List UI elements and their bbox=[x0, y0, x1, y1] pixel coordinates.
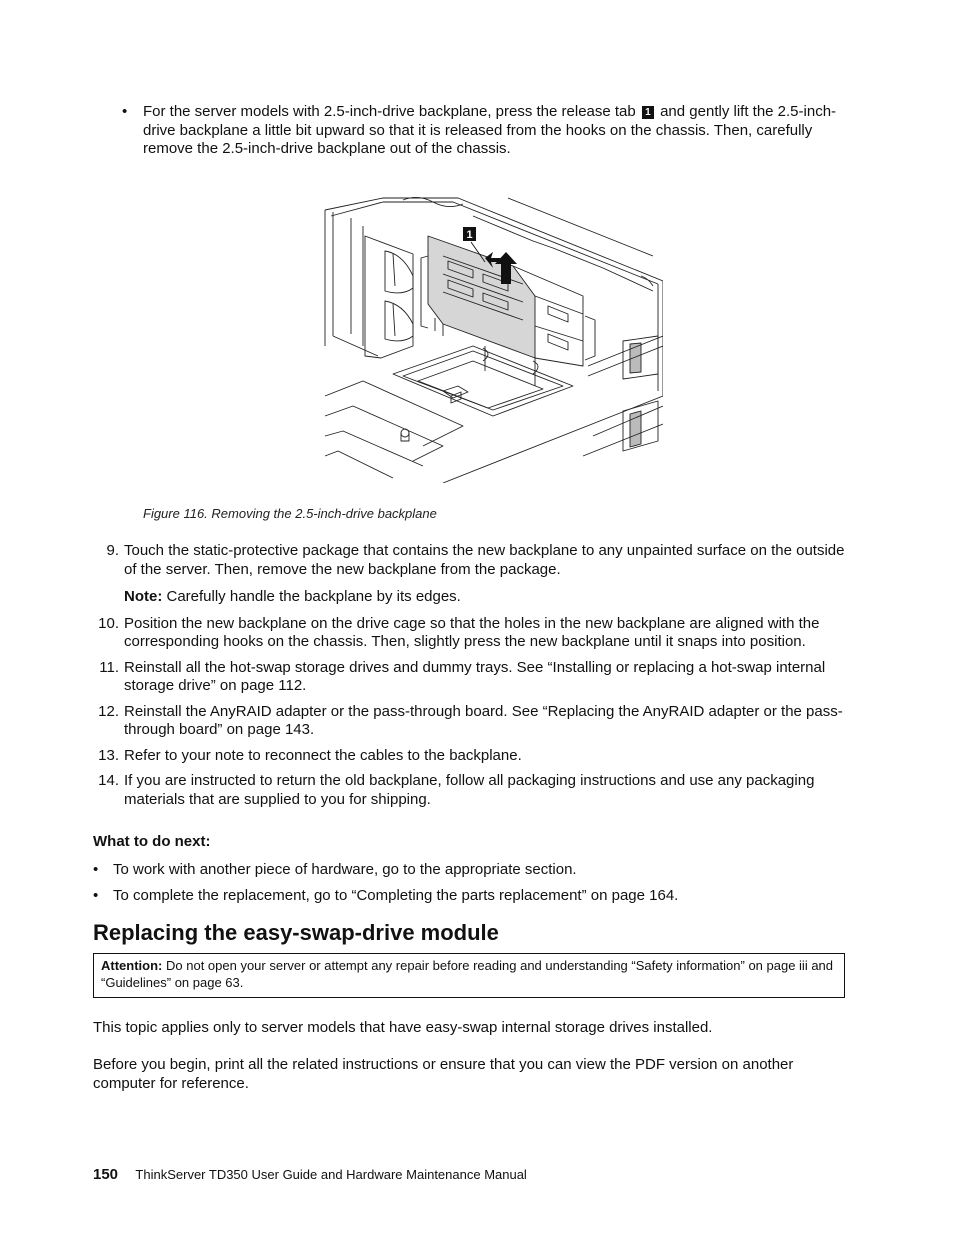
step-text: Touch the static-protective package that contains the new backplane to any unpainted surface on the outside of the server. Then, remove the new backplane from the package. bbox=[124, 542, 845, 578]
bullet-dot: • bbox=[93, 861, 99, 878]
attention-box bbox=[93, 953, 845, 998]
list-item-text: To complete the replacement, go to “Completing the parts replacement” on page 164. bbox=[113, 886, 679, 904]
step-text: Refer to your note to reconnect the cables to the backplane. bbox=[124, 746, 522, 764]
step-number: 13. bbox=[98, 746, 119, 764]
note-text: Carefully handle the backplane by its edges. bbox=[166, 588, 461, 605]
list-item bbox=[93, 887, 853, 906]
list-item bbox=[93, 703, 849, 740]
note-label: Note: bbox=[124, 588, 163, 605]
list-item bbox=[93, 659, 849, 696]
backplane-removal-illustration bbox=[323, 196, 663, 483]
callout-badge: 1 bbox=[642, 106, 654, 119]
paragraph-before-begin: Before you begin, print all the related instructions or ensure that you can view the PDF version on another computer for reference. bbox=[93, 1056, 794, 1092]
list-item bbox=[93, 542, 849, 579]
step-number: 11. bbox=[99, 658, 119, 676]
page-number: 150 bbox=[93, 1166, 119, 1183]
step-text: If you are instructed to return the old backplane, follow all packaging instructions and use any packaging materials that are supplied to you for shipping. bbox=[124, 772, 815, 808]
bullet-dot: • bbox=[93, 886, 99, 904]
section-title: Replacing the easy-swap-drive module bbox=[93, 920, 499, 945]
page-footer bbox=[93, 1166, 527, 1183]
list-item-text: To work with another piece of hardware, go to the appropriate section. bbox=[113, 861, 577, 878]
paragraph-applicability: This topic applies only to server models that have easy-swap internal storage drives installed. bbox=[93, 1019, 713, 1036]
figure-caption: Figure 116. Removing the 2.5-inch-drive backplane bbox=[143, 506, 437, 521]
step-text: Position the new backplane on the drive cage so that the holes in the new backplane are aligned with the corresponding hooks on the chassis. Then, slightly press the new backplane until it snaps into position. bbox=[124, 614, 820, 650]
list-item bbox=[93, 861, 853, 880]
note bbox=[124, 588, 849, 607]
intro-bullet bbox=[122, 103, 847, 159]
list-item bbox=[93, 615, 849, 652]
attention-label: Attention: bbox=[101, 958, 163, 973]
step-text: Reinstall the AnyRAID adapter or the pass-through board. See “Replacing the AnyRAID adapter or the pass-through board” on page 143. bbox=[124, 702, 843, 738]
step-text: Reinstall all the hot-swap storage drives and dummy trays. See “Installing or replacing a hot-swap internal storage drive” on page 112. bbox=[124, 658, 826, 694]
attention-text: Do not open your server or attempt any repair before reading and understanding “Safety information” on page iii and “Guidelines” on page 63. bbox=[101, 958, 834, 990]
step-number: 10. bbox=[98, 614, 119, 632]
step-number: 14. bbox=[98, 772, 119, 789]
intro-text-part2: and gently lift the 2.5-inch-drive backplane a little bit upward so that it is released from the hooks on the chassis. Then, carefully remove the 2.5-inch-drive backplane out of the chassis. bbox=[143, 103, 837, 157]
list-item bbox=[93, 772, 849, 809]
bullet-dot: • bbox=[122, 103, 128, 120]
step-number: 9. bbox=[106, 542, 119, 559]
footer-title: ThinkServer TD350 User Guide and Hardware Maintenance Manual bbox=[135, 1167, 527, 1182]
intro-text-part1: For the server models with 2.5-inch-drive backplane, press the release tab bbox=[143, 103, 636, 120]
step-number: 12. bbox=[98, 702, 119, 720]
what-to-do-next-list bbox=[93, 861, 853, 912]
procedure-steps bbox=[93, 542, 849, 816]
list-item bbox=[93, 747, 849, 766]
what-to-do-next-heading: What to do next: bbox=[93, 833, 211, 850]
figure-callout-label: 1 bbox=[466, 229, 473, 241]
